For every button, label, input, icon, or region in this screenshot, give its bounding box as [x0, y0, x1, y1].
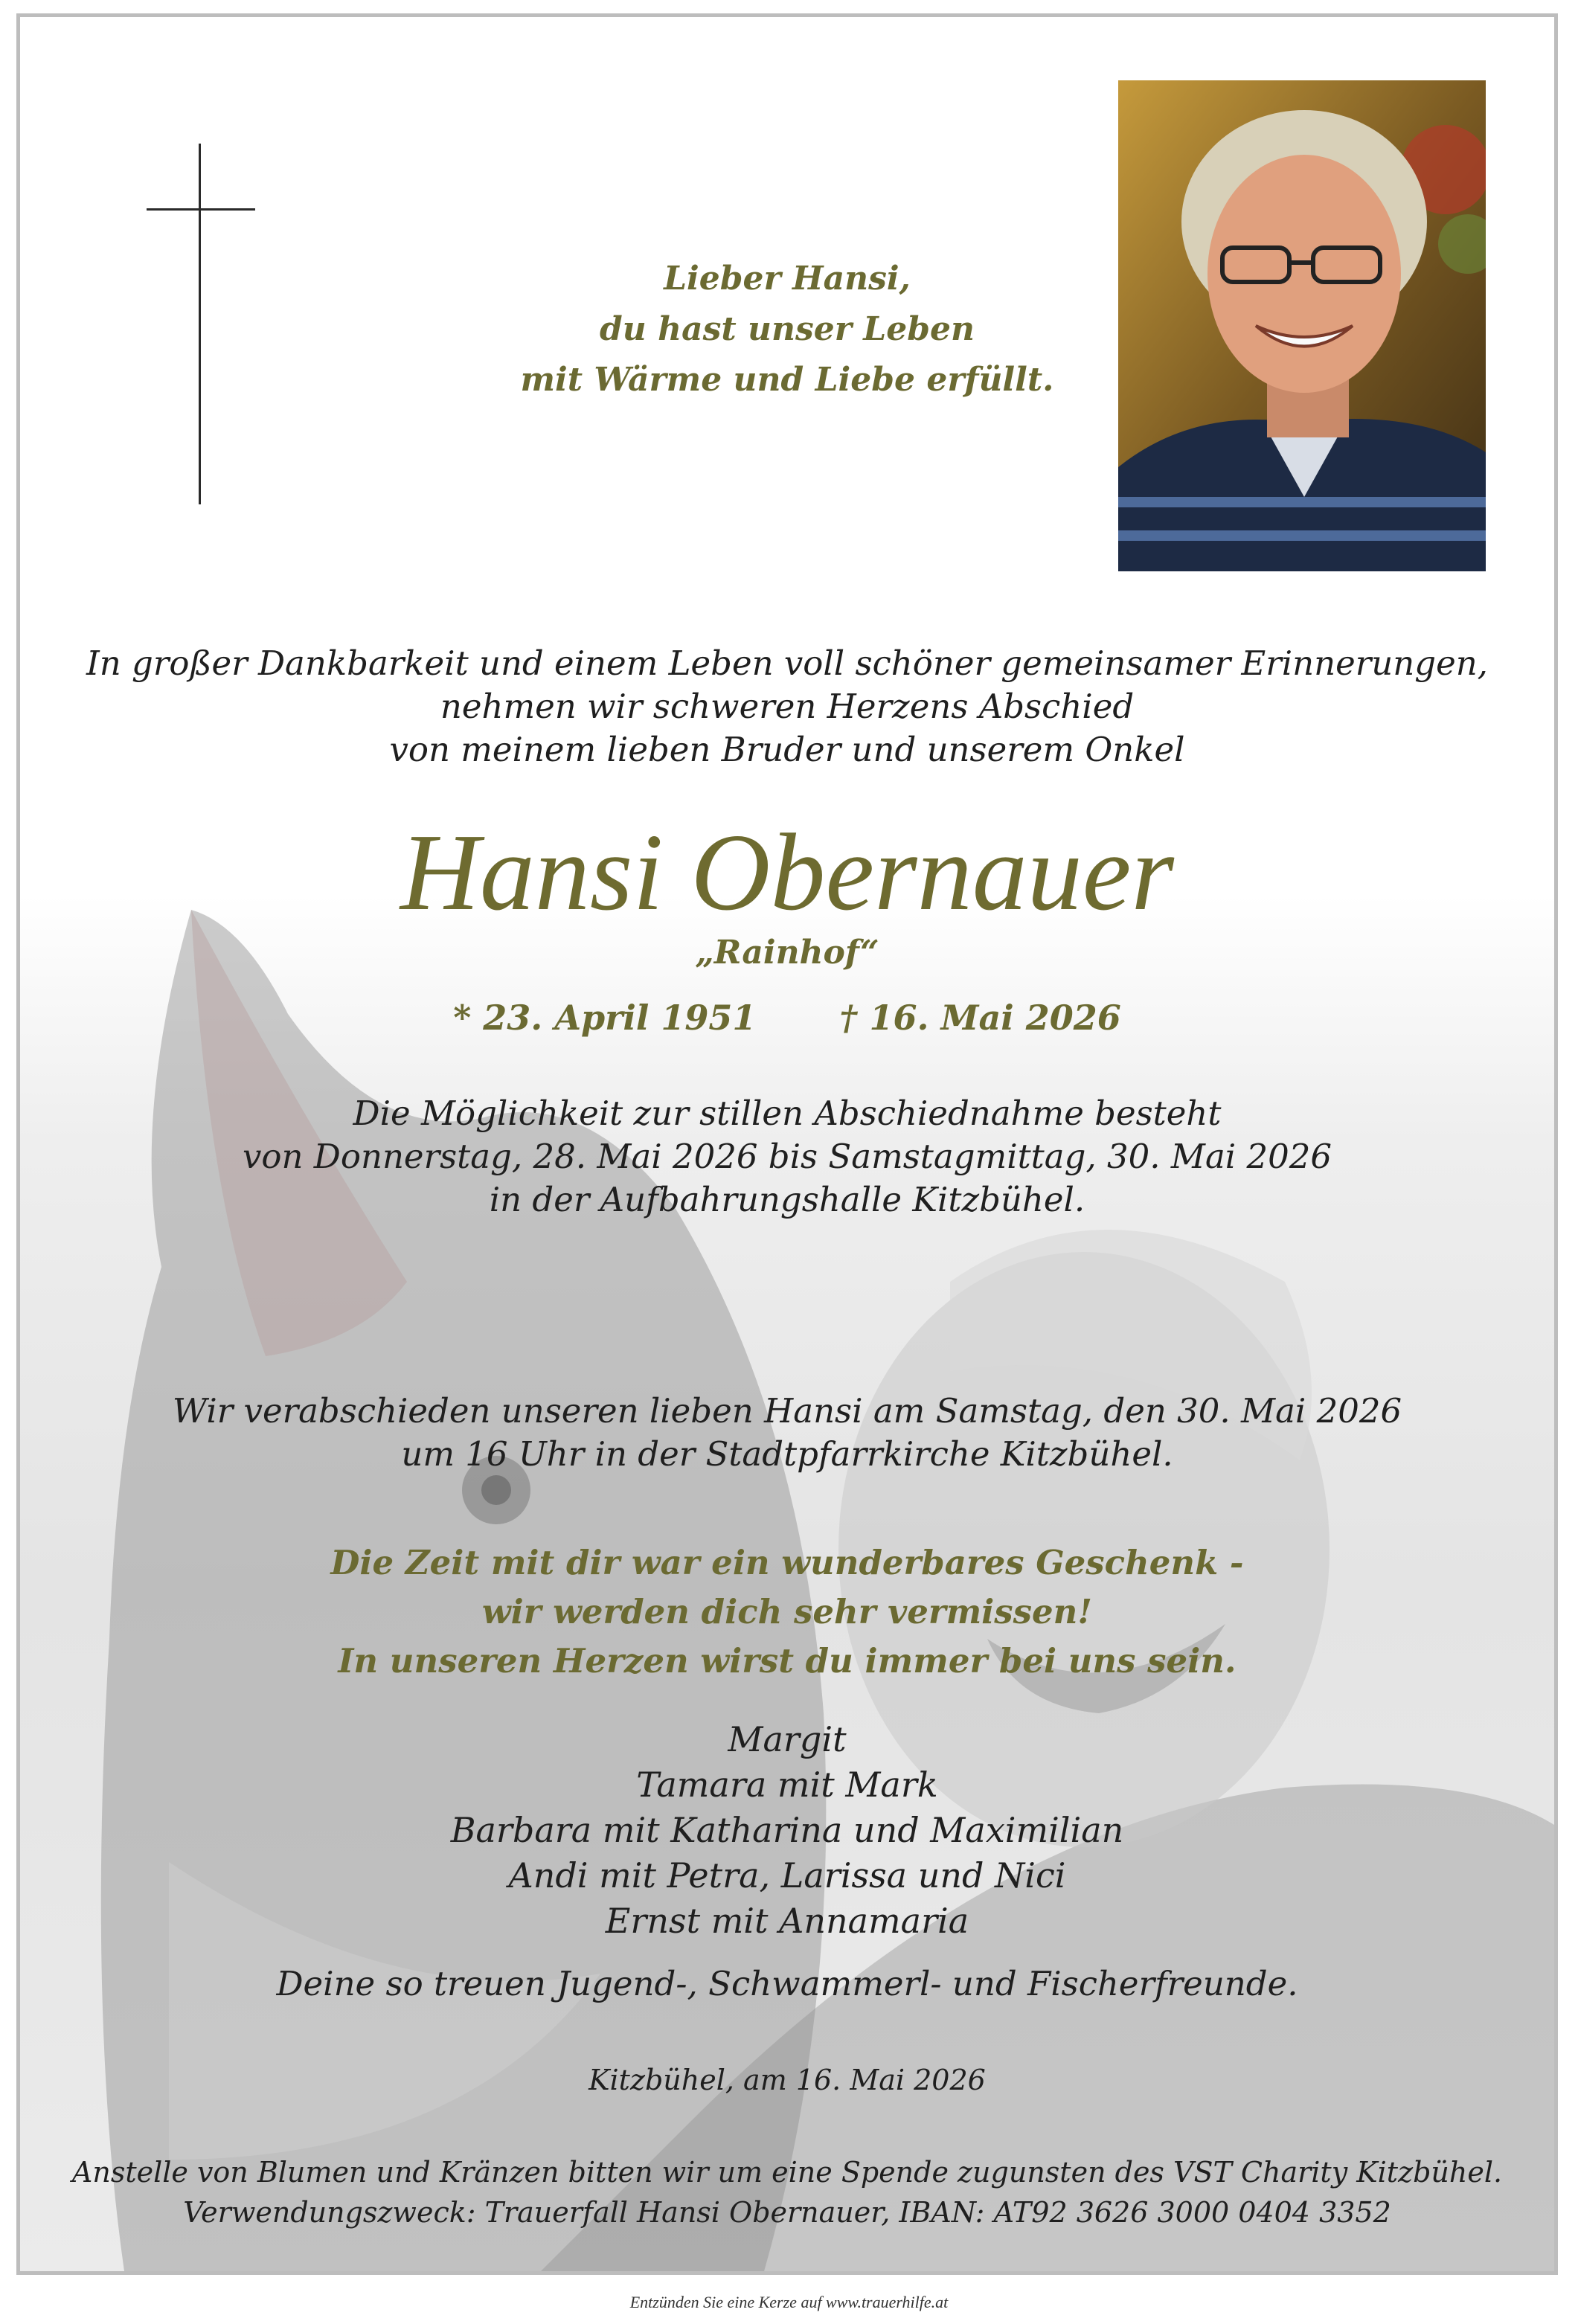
mourner-entry: Andi mit Petra, Larissa und Nici: [508, 1855, 1066, 1896]
mourners-list: [20, 1717, 1554, 1944]
viewing-line: von Donnerstag, 28. Mai 2026 bis Samstagmittag, 30. Mai 2026: [243, 1137, 1332, 1176]
donation-note: [20, 2152, 1554, 2232]
death-date: † 16. Mai 2026: [839, 998, 1121, 1038]
birth-date: * 23. April 1951: [453, 998, 757, 1038]
service-line: um 16 Uhr in der Stadtpfarrkirche Kitzbühel.: [401, 1434, 1173, 1474]
mourner-entry: Tamara mit Mark: [636, 1765, 938, 1805]
opening-motto: [20, 254, 1554, 405]
mourner-entry: Margit: [728, 1719, 847, 1759]
obituary-card: [16, 13, 1558, 2275]
poem-line: In unseren Herzen wirst du immer bei uns sein.: [338, 1641, 1237, 1681]
intro-line: von meinem lieben Bruder und unserem Onkel: [389, 730, 1185, 769]
place-date: Kitzbühel, am 16. Mai 2026: [588, 2064, 986, 2096]
poem-line: wir werden dich sehr vermissen!: [481, 1592, 1093, 1631]
farewell-poem: [20, 1538, 1554, 1686]
motto-line: mit Wärme und Liebe erfüllt.: [520, 361, 1054, 399]
motto-line: du hast unser Leben: [600, 310, 975, 348]
donation-line: Anstelle von Blumen und Kränzen bitten wir um eine Spende zugunsten des VST Charity Kitzbühel.: [71, 2156, 1503, 2189]
deceased-name: Hansi Obernauer: [400, 812, 1175, 934]
intro-text: [20, 642, 1554, 771]
mourner-entry: Barbara mit Katharina und Maximilian: [450, 1810, 1124, 1850]
intro-line: In großer Dankbarkeit und einem Leben voll schöner gemeinsamer Erinnerungen,: [86, 643, 1488, 683]
mourner-entry: Ernst mit Annamaria: [605, 1901, 969, 1941]
viewing-line: Die Möglichkeit zur stillen Abschiednahme besteht: [353, 1094, 1222, 1133]
poem-line: Die Zeit mit dir war ein wunderbares Geschenk -: [330, 1543, 1244, 1582]
viewing-info: [20, 1092, 1554, 1222]
motto-line: Lieber Hansi,: [664, 260, 911, 298]
donation-line: Verwendungszweck: Trauerfall Hansi Obernauer, IBAN: AT92 3626 3000 0404 3352: [183, 2196, 1391, 2229]
friends-line: Deine so treuen Jugend-, Schwammerl- und Fischerfreunde.: [276, 1964, 1298, 2003]
intro-line: nehmen wir schweren Herzens Abschied: [440, 687, 1135, 726]
nickname: „Rainhof“: [695, 934, 879, 972]
life-dates: [20, 995, 1554, 1040]
service-line: Wir verabschieden unseren lieben Hansi am Samstag, den 30. Mai 2026: [172, 1391, 1402, 1431]
funeral-service-info: [20, 1390, 1554, 1476]
footer-link[interactable]: Entzünden Sie eine Kerze auf www.trauerhilfe.at: [629, 2293, 949, 2311]
viewing-line: in der Aufbahrungshalle Kitzbühel.: [489, 1180, 1085, 1219]
